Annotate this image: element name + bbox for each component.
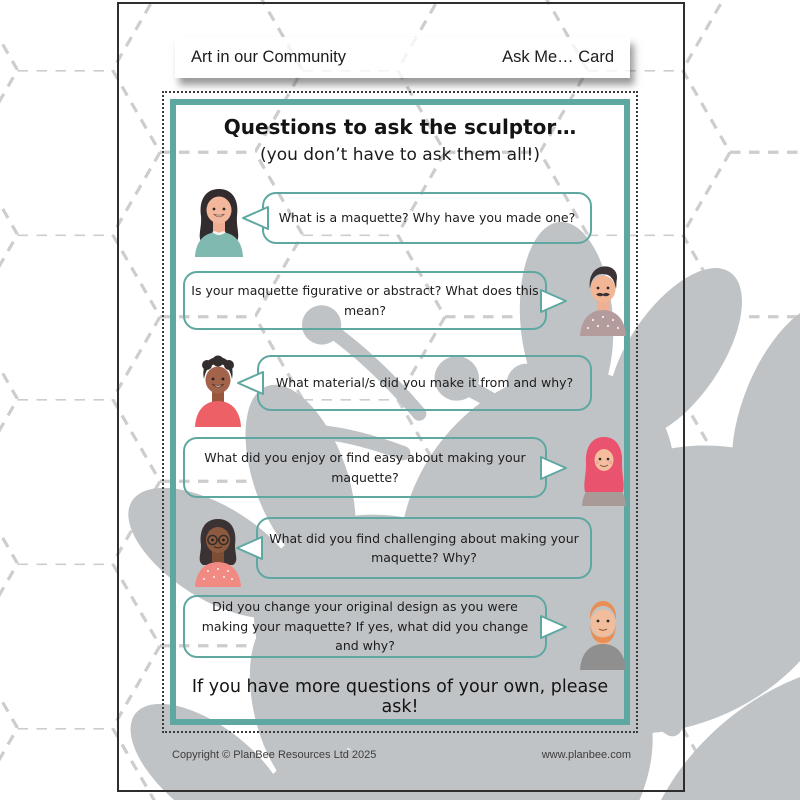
speech-bubble [183, 437, 547, 498]
avatar-man-moustache-icon [571, 262, 635, 336]
card-title: Questions to ask the sculptor… [223, 115, 577, 139]
speech-bubble [256, 517, 592, 579]
card-type-title: Ask Me… Card [502, 48, 614, 66]
card-subtitle: (you don’t have to ask them all!) [260, 145, 540, 165]
copyright-text: Copyright © PlanBee Resources Ltd 2025 [172, 749, 377, 761]
bubble-tail [241, 205, 269, 231]
bubble-tail [235, 535, 263, 561]
closing-note: If you have more questions of your own, please ask! [191, 677, 609, 717]
question-text: Is your maquette figurative or abstract? What does this mean? [191, 283, 539, 318]
question-text: What is a maquette? Why have you made one? [278, 210, 576, 226]
bubble-tail [540, 288, 568, 314]
website-link[interactable]: www.planbee.com [541, 749, 631, 761]
avatar-man-orange-beard-icon [571, 596, 635, 670]
header-bar [175, 37, 630, 78]
speech-bubble [262, 192, 592, 244]
bubble-tail [540, 614, 568, 640]
avatar-woman-hijab-icon [572, 432, 636, 506]
question-text: What did you find challenging about making your maquette? Why? [269, 530, 579, 565]
question-text: What material/s did you make it from and why? [275, 375, 574, 391]
speech-bubble [257, 355, 592, 411]
unit-title: Art in our Community [191, 48, 346, 66]
question-text: What did you enjoy or find easy about making your maquette? [204, 450, 526, 485]
question-text: Did you change your original design as you were making your maquette? If yes, what did you change and why? [201, 599, 529, 654]
speech-bubble [183, 271, 547, 330]
speech-bubble [183, 595, 547, 658]
bubble-tail [236, 370, 264, 396]
bubble-tail [540, 455, 568, 481]
